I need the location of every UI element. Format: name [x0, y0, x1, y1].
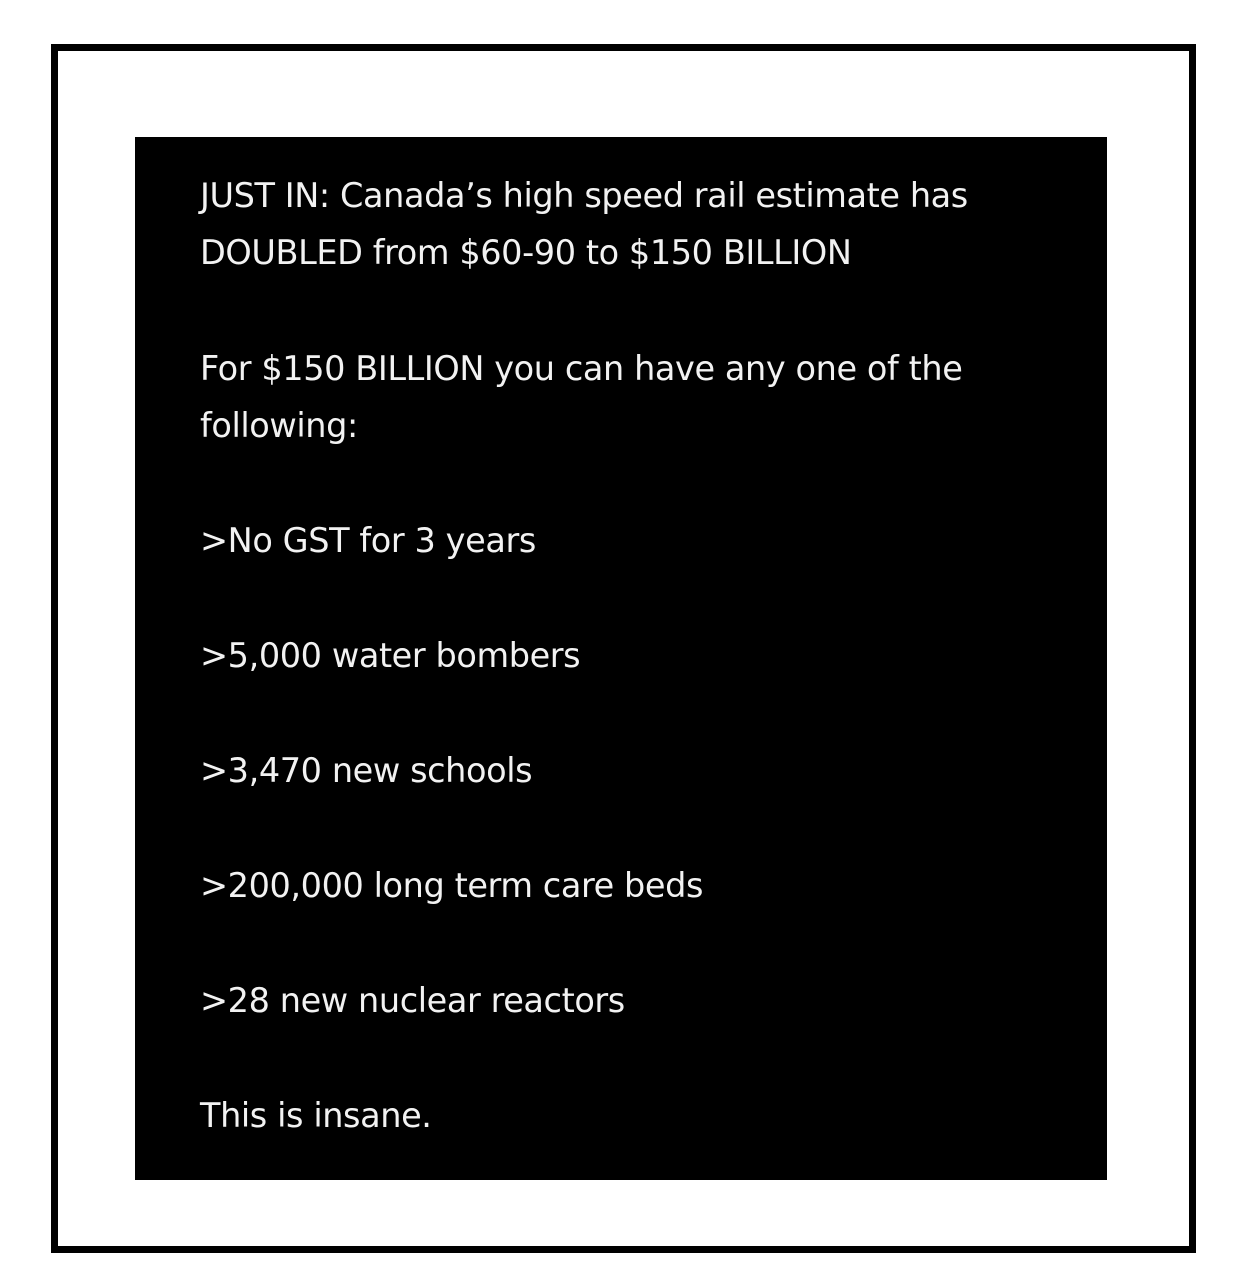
image-frame — [51, 44, 1196, 1253]
intro-line-2: following: — [200, 406, 358, 445]
text-post — [135, 137, 1107, 1180]
closing-text: This is insane. — [200, 1096, 432, 1135]
list-item: >28 new nuclear reactors — [200, 981, 625, 1020]
headline-line-2: DOUBLED from $60-90 to $150 BILLION — [200, 233, 852, 272]
list-item: >200,000 long term care beds — [200, 866, 704, 905]
list-item: >5,000 water bombers — [200, 636, 581, 675]
list-item: >3,470 new schools — [200, 751, 533, 790]
intro-line-1: For $150 BILLION you can have any one of the — [200, 349, 963, 388]
list-item: >No GST for 3 years — [200, 521, 536, 560]
headline-line-1: JUST IN: Canada’s high speed rail estimate has — [200, 176, 968, 215]
